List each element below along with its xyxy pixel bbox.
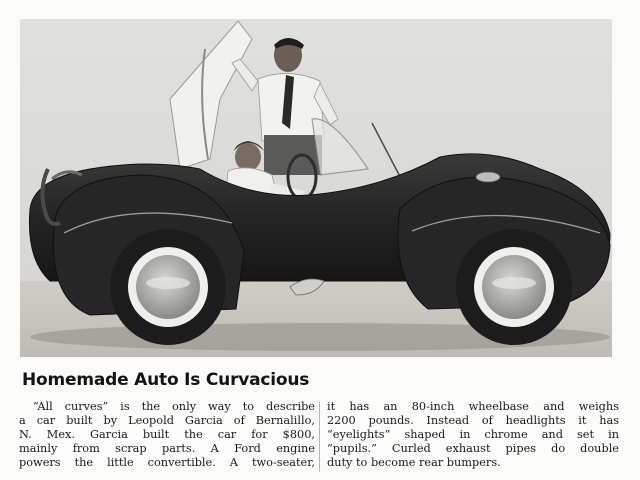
body-line: a car built by Leopold Garcia of Bernalillo, (19, 414, 315, 428)
article-headline: Homemade Auto Is Curvacious (22, 370, 310, 390)
rear-wheel (110, 229, 226, 345)
article-body-left-column (19, 400, 315, 470)
body-line: duty to become rear bumpers. (327, 456, 501, 470)
body-line: “All curves” is the only way to describe (33, 400, 315, 413)
eyelight (476, 172, 500, 182)
body-line: N. Mex. Garcia built the car for $800, (19, 428, 315, 442)
body-line: it has an 80-inch wheelbase and weighs (327, 400, 619, 413)
front-wheel (456, 229, 572, 345)
body-line: 2200 pounds. Instead of headlights it has (327, 414, 619, 428)
body-line: powers the little convertible. A two-seater, (19, 456, 315, 470)
car-photo (20, 19, 612, 357)
body-line: “eyelights” shaped in chrome and set in (327, 428, 619, 442)
column-divider (319, 402, 320, 472)
article-body-right-column (327, 400, 619, 470)
body-line: mainly from scrap parts. A Ford engine (19, 442, 315, 456)
body-line: “pupils.” Curled exhaust pipes do double (327, 442, 619, 456)
